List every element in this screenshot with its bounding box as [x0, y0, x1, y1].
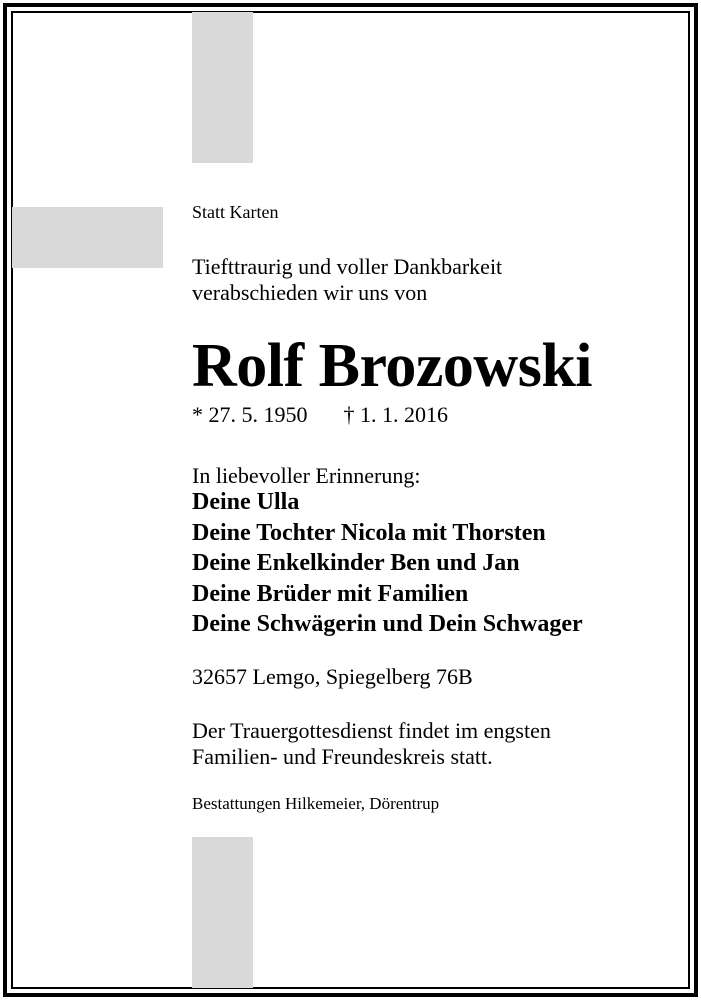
life-dates: [192, 402, 448, 428]
service-info: [192, 718, 551, 770]
death-date: † 1. 1. 2016: [343, 402, 448, 427]
intro-line-2: verabschieden wir uns von: [192, 280, 428, 305]
mourner-item: Deine Tochter Nicola mit Thorsten: [192, 519, 546, 546]
intro-line-1: Tiefttraurig und voller Dankbarkeit: [192, 254, 503, 279]
undertaker: Bestattungen Hilkemeier, Dörentrup: [192, 794, 440, 813]
memory-label: In liebevoller Erinnerung:: [192, 463, 421, 488]
cross-left-bar: [12, 207, 163, 268]
mourner-item: Deine Schwägerin und Dein Schwager: [192, 611, 583, 637]
service-line-1: Der Trauergottesdienst findet im engsten: [192, 718, 551, 743]
mourner-item: Deine Enkelkinder Ben und Jan: [192, 550, 520, 576]
cross-top-bar: [192, 12, 253, 163]
mourners-list: [192, 487, 583, 640]
service-line-2: Familien- und Freundeskreis statt.: [192, 744, 493, 769]
cross-bottom-bar: [192, 837, 253, 988]
deceased-name: Rolf Brozowski: [192, 332, 593, 400]
address: 32657 Lemgo, Spiegelberg 76B: [192, 664, 473, 689]
header-statt-karten: Statt Karten: [192, 202, 279, 222]
birth-date: * 27. 5. 1950: [192, 402, 308, 427]
intro-text: [192, 254, 502, 306]
mourner-item: Deine Brüder mit Familien: [192, 580, 469, 607]
mourner-item: Deine Ulla: [192, 489, 300, 515]
